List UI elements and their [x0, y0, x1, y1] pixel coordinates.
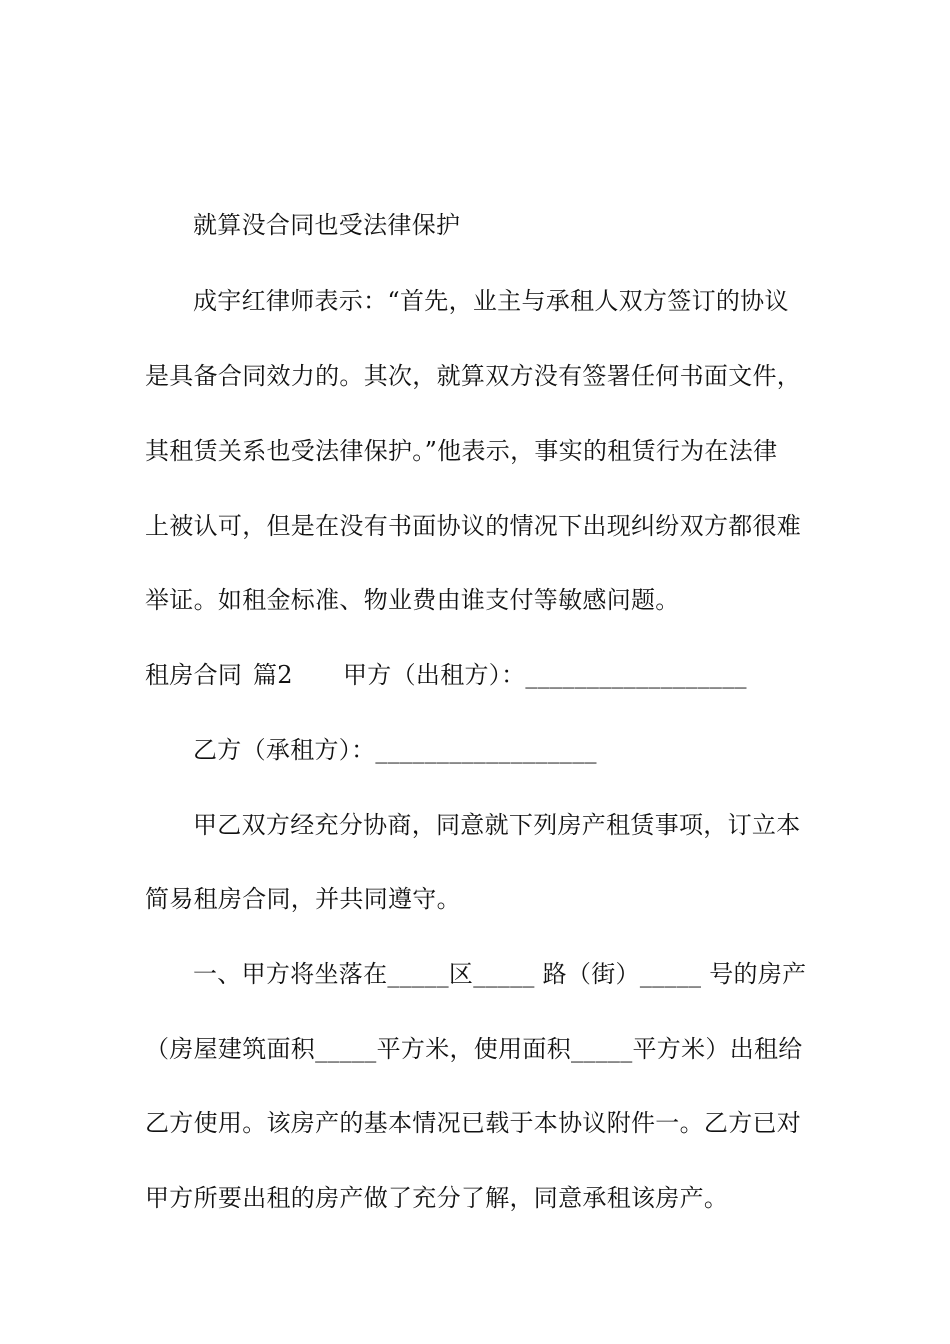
paragraph-line: 成宇红律师表示：“首先，业主与承租人双方签订的协议	[193, 287, 789, 315]
paragraph-line: 甲乙双方经充分协商，同意就下列房产租赁事项，订立本	[193, 811, 801, 839]
paragraph-line: 甲方所要出租的房产做了充分了解，同意承租该房产。	[145, 1184, 729, 1212]
paragraph-line: 是具备合同效力的。其次，就算双方没有签署任何书面文件，	[145, 362, 802, 390]
paragraph-line: 简易租房合同，并共同遵守。	[145, 885, 461, 913]
party-b-line: 乙方（承租方）：__________________	[193, 736, 597, 764]
paragraph-line: （房屋建筑面积_____平方米，使用面积_____平方米）出租给	[145, 1035, 803, 1063]
paragraph-line: 上被认可，但是在没有书面协议的情况下出现纠纷双方都很难	[145, 512, 802, 540]
section-title: 租房合同	[145, 661, 243, 689]
heading: 就算没合同也受法律保护	[193, 211, 461, 239]
paragraph-line: 其租赁关系也受法律保护。”他表示，事实的租赁行为在法律	[145, 437, 778, 465]
paragraph-line: 举证。如租金标准、物业费由谁支付等敏感问题。	[145, 586, 680, 614]
party-a-line: 甲方（出租方）：__________________	[343, 661, 747, 689]
paragraph-line: 乙方使用。该房产的基本情况已载于本协议附件一。乙方已对	[145, 1109, 802, 1137]
paragraph-line: 一、甲方将坐落在_____区_____ 路（街）_____ 号的房产	[193, 960, 807, 988]
section-number: 篇2	[253, 661, 293, 689]
